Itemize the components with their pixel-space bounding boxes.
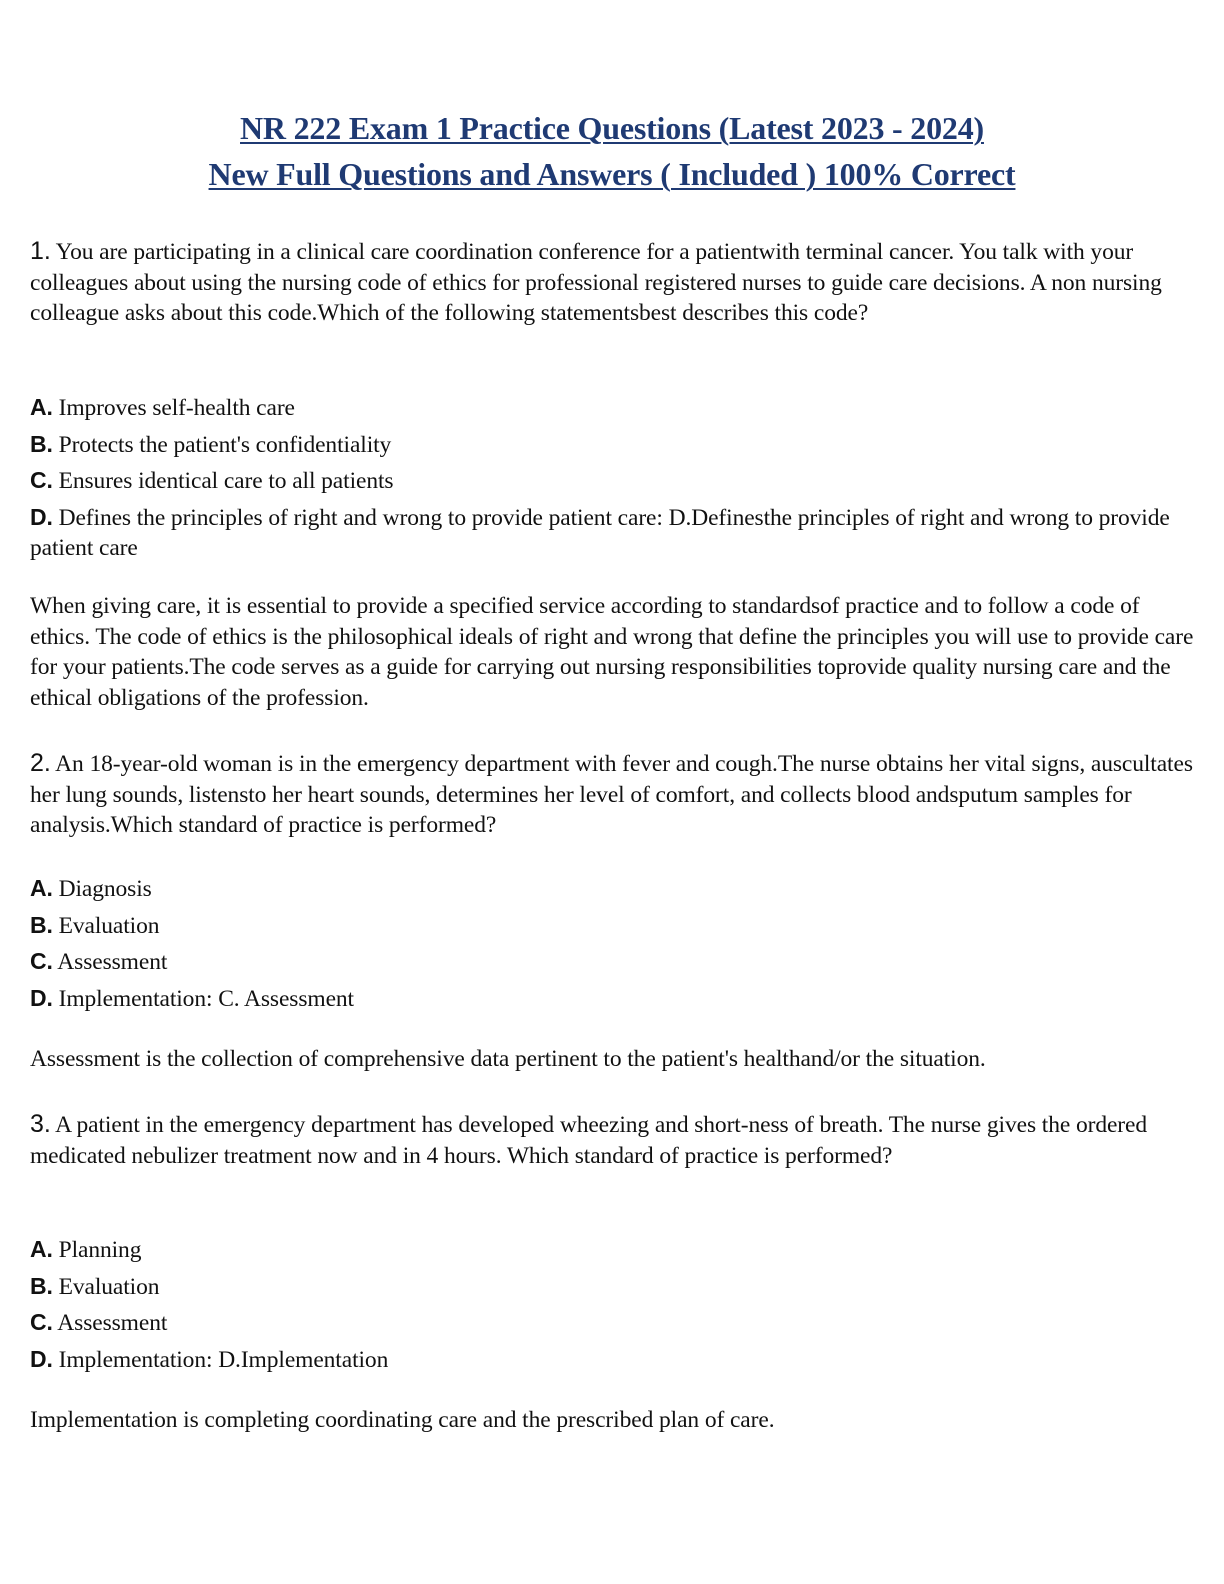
option-a [30,392,1200,424]
option-letter: D. [30,984,53,1011]
option-letter: D. [30,503,53,530]
option-letter: B. [30,1272,53,1299]
option-letter: A. [30,875,53,901]
option-text: Implementation: C. Assessment [58,985,354,1012]
option-text: Implementation: D.Implementation [58,1346,389,1373]
document-title-line-1: NR 222 Exam 1 Practice Questions (Latest 2023 - 2024) [240,110,984,146]
option-letter: D. [30,1345,53,1372]
question-3-rationale: Implementation is completing coordinating care and the prescribed plan of care. [30,1407,775,1433]
option-letter: C. [30,1309,53,1335]
option-b [30,429,1200,461]
option-d [30,983,1200,1015]
option-d [30,1344,1200,1376]
option-text: Defines the principles of right and wrong to provide patient care: D.Definesthe principles of right and wrong to provide patient care [30,504,1170,561]
question-3-stem [30,1109,1200,1171]
option-text: Assessment [57,1310,168,1336]
question-number-dot: . [43,1110,51,1138]
question-1-options [30,392,1200,569]
option-text: Protects the patient's confidentiality [58,431,392,458]
option-c [30,465,1200,497]
option-letter: B. [30,430,53,457]
option-letter: C. [30,467,53,493]
option-letter: C. [30,948,53,974]
option-letter: A. [30,394,53,420]
option-c [30,946,1200,978]
option-text: Planning [58,1237,142,1263]
question-text: An 18-year-old woman is in the emergency department with fever and cough.The nurse obtains her vital signs, auscultates her lung sounds, listensto her heart sounds, determines her level of comfort, and collects blood andsputum samples for analysis.Which standard of practice is performed? [30,751,1193,838]
option-a [30,1234,1200,1266]
question-number: 3 [30,1110,44,1138]
option-letter: B. [30,911,53,938]
question-text: A patient in the emergency department has developed wheezing and short-ness of breath. The nurse gives the ordered medicated nebulizer treatment now and in 4 hours. Which standard of practice is performed? [30,1112,1148,1169]
option-text: Improves self-health care [58,395,295,421]
question-1-rationale: When giving care, it is essential to provide a specified service according to standardsof practice and to follow a code of ethics. The code of ethics is the philosophical ideals of right and wrong that define the principles you will use to provide care for your patients.The code serves as a guide for carrying out nursing responsibilities toprovide quality nursing care and the ethical obligations of the profession. [30,593,1194,711]
option-text: Assessment [57,949,168,975]
option-d [30,502,1200,564]
question-number-dot: . [43,237,51,265]
question-number-dot: . [43,749,51,777]
option-b [30,1271,1200,1303]
option-text: Evaluation [58,912,160,939]
question-number: 2 [30,749,44,777]
question-2-rationale: Assessment is the collection of comprehensive data pertinent to the patient's healthand/or the situation. [30,1046,986,1072]
question-2-stem [30,748,1200,841]
question-text: You are participating in a clinical care coordination conference for a patientwith terminal cancer. You talk with your colleagues about using the nursing code of ethics for professional registered nurses to guide care decisions. A non nursing colleague asks about this code.Which of the following statementsbest describes this code? [30,239,1162,326]
question-number: 1 [30,237,44,265]
question-3-options [30,1234,1200,1380]
document-title-line-2: New Full Questions and Answers ( Included ) 100% Correct [208,156,1016,192]
option-text: Diagnosis [58,876,152,902]
question-1-stem [30,236,1200,329]
option-c [30,1307,1200,1339]
option-letter: A. [30,1236,53,1262]
option-text: Evaluation [58,1273,160,1300]
question-2-options [30,873,1200,1019]
option-text: Ensures identical care to all patients [58,468,394,494]
option-a [30,873,1200,905]
option-b [30,910,1200,942]
